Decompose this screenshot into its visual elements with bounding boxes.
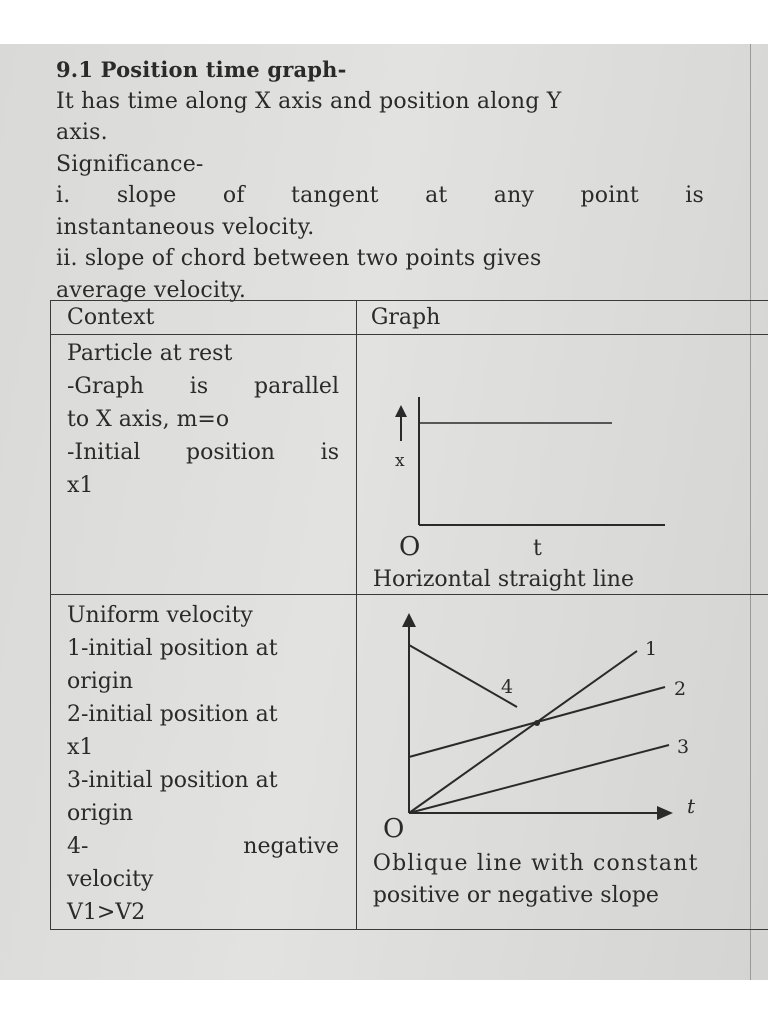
sig1-word: of: [222, 183, 245, 208]
ctx-text: 3-initial position at: [67, 768, 278, 793]
sig1-word: at: [425, 183, 448, 208]
intersection-point: [534, 720, 540, 726]
significance-heading: Significance-: [56, 151, 204, 177]
table-row: [51, 335, 768, 595]
ctx-word: 4-: [67, 834, 89, 859]
context-cell-uniform: [51, 595, 357, 930]
ctx-text: Particle at rest: [67, 341, 233, 366]
section-title: 9.1 Position time graph-: [56, 57, 347, 82]
sig1-word: i.: [56, 183, 71, 208]
ctx-text: origin: [67, 669, 134, 694]
line-3-label: 3: [676, 736, 689, 758]
graph-cell-uniform: [356, 595, 768, 930]
graph-caption-line-2: positive or negative slope: [372, 883, 659, 908]
ctx-word: position: [186, 440, 275, 465]
table-header-row: [51, 301, 768, 335]
header-graph-cell: [356, 301, 768, 335]
graph-table: [50, 300, 768, 930]
x-axis-label: t: [532, 536, 542, 561]
x-axis-label: t: [686, 794, 695, 818]
notebook-page: [0, 44, 768, 980]
intro-section: [56, 54, 706, 306]
ctx-word: -Graph: [67, 374, 144, 399]
graph-caption-line-1: Oblique line with constant: [372, 851, 699, 876]
y-arrow-label: x: [394, 451, 405, 471]
context-cell-rest: [51, 335, 357, 595]
table-row: [51, 595, 768, 930]
ctx-text: Uniform velocity: [67, 603, 253, 628]
ctx-text-line: [67, 436, 339, 469]
sig1-word: point: [580, 183, 639, 208]
origin-label: O: [382, 814, 405, 844]
significance-2-cont: average velocity.: [56, 277, 247, 303]
ctx-text-line: [67, 370, 339, 403]
ctx-word: is: [189, 374, 209, 399]
ctx-word: parallel: [254, 374, 339, 399]
sig1-word: slope: [116, 183, 177, 208]
ctx-text: 1-initial position at: [67, 636, 278, 661]
ctx-text: 2-initial position at: [67, 702, 278, 727]
graph-caption: Horizontal straight line: [372, 567, 634, 592]
sig1-word: tangent: [291, 183, 379, 208]
ctx-text: x1: [67, 473, 94, 498]
ctx-word: is: [320, 440, 339, 465]
arrow-head-icon: [395, 405, 407, 417]
header-graph: Graph: [370, 305, 441, 330]
ctx-text: x1: [67, 735, 94, 760]
line-4-label: 4: [500, 676, 513, 698]
rest-graph: [357, 335, 768, 595]
origin-label: O: [398, 532, 421, 562]
sig1-word: any: [493, 183, 535, 208]
ctx-text: origin: [67, 801, 134, 826]
x-arrow-icon: [657, 806, 673, 820]
line-1-label: 1: [644, 638, 657, 660]
ctx-text-line: [67, 830, 339, 863]
sig1-word: is: [685, 183, 704, 208]
ctx-word: negative: [243, 834, 339, 859]
ctx-text: to X axis, m=o: [67, 407, 230, 432]
line-2-label: 2: [673, 678, 686, 700]
ctx-word: -Initial: [67, 440, 141, 465]
significance-2: ii. slope of chord between two points gives: [56, 246, 542, 271]
line-1: [409, 651, 637, 813]
y-arrow-icon: [402, 613, 416, 627]
graph-cell-rest: [356, 335, 768, 595]
intro-line-2: axis.: [56, 120, 108, 145]
header-context: Context: [67, 305, 155, 330]
significance-1-cont: instantaneous velocity.: [56, 214, 315, 240]
line-3: [409, 745, 669, 813]
ctx-text: V1>V2: [67, 900, 146, 925]
ctx-text: velocity: [67, 867, 154, 892]
header-context-cell: [51, 301, 357, 335]
significance-1: [56, 180, 704, 212]
intro-line-1: It has time along X axis and position along Y: [56, 88, 562, 114]
